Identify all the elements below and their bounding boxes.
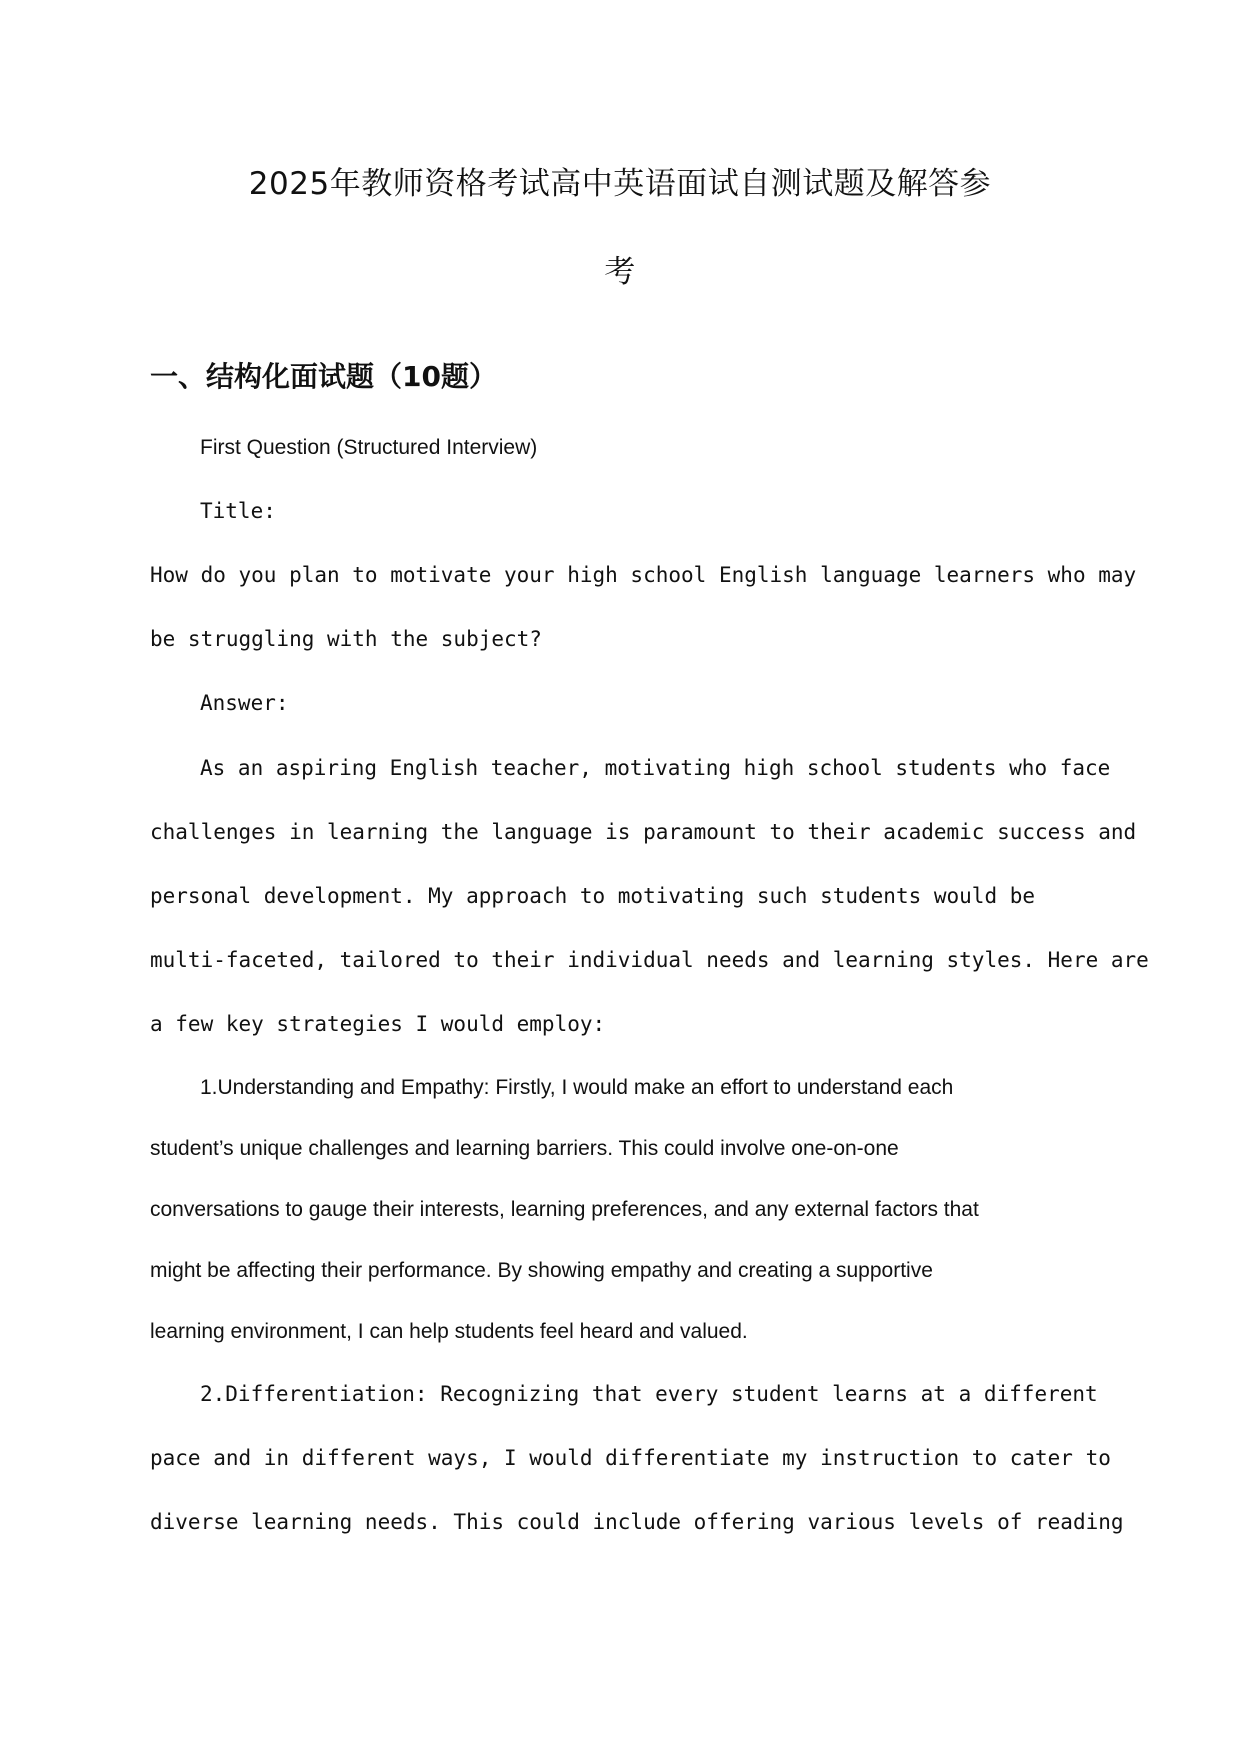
answer-intro-line: challenges in learning the language is paramount to their academic success and (150, 820, 1137, 844)
answer-intro-line: As an aspiring English teacher, motivating high school students who face (200, 756, 1111, 780)
document-title-line-2: 考 (604, 254, 636, 290)
point-1-line: conversations to gauge their interests, learning preferences, and any external factors that (150, 1198, 979, 1221)
answer-intro-line: personal development. My approach to motivating such students would be (150, 884, 1036, 908)
section-heading: 一、结构化面试题（10题） (150, 360, 497, 393)
point-2-line: 2.Differentiation: Recognizing that every student learns at a different (200, 1382, 1098, 1406)
point-1-line: student’s unique challenges and learning barriers. This could involve one-on-one (150, 1137, 899, 1160)
question-line: How do you plan to motivate your high school English language learners who may (150, 563, 1137, 587)
point-1-line: 1.Understanding and Empathy: Firstly, I would make an effort to understand each (200, 1076, 954, 1099)
point-2-line: pace and in different ways, I would differentiate my instruction to cater to (150, 1446, 1111, 1470)
point-1-line: learning environment, I can help students feel heard and valued. (150, 1320, 748, 1343)
question-line: be struggling with the subject? (150, 627, 542, 651)
question-label: First Question (Structured Interview) (200, 436, 538, 459)
title-label: Title: (200, 499, 276, 523)
point-2-line: diverse learning needs. This could include offering various levels of reading (150, 1510, 1124, 1534)
document-title-line-1: 2025年教师资格考试高中英语面试自测试题及解答参 (248, 166, 992, 202)
point-1-line: might be affecting their performance. By showing empathy and creating a supportive (150, 1259, 933, 1282)
answer-label: Answer: (200, 691, 289, 715)
answer-intro-line: a few key strategies I would employ: (150, 1012, 606, 1036)
answer-intro-line: multi-faceted, tailored to their individual needs and learning styles. Here are (150, 948, 1149, 972)
